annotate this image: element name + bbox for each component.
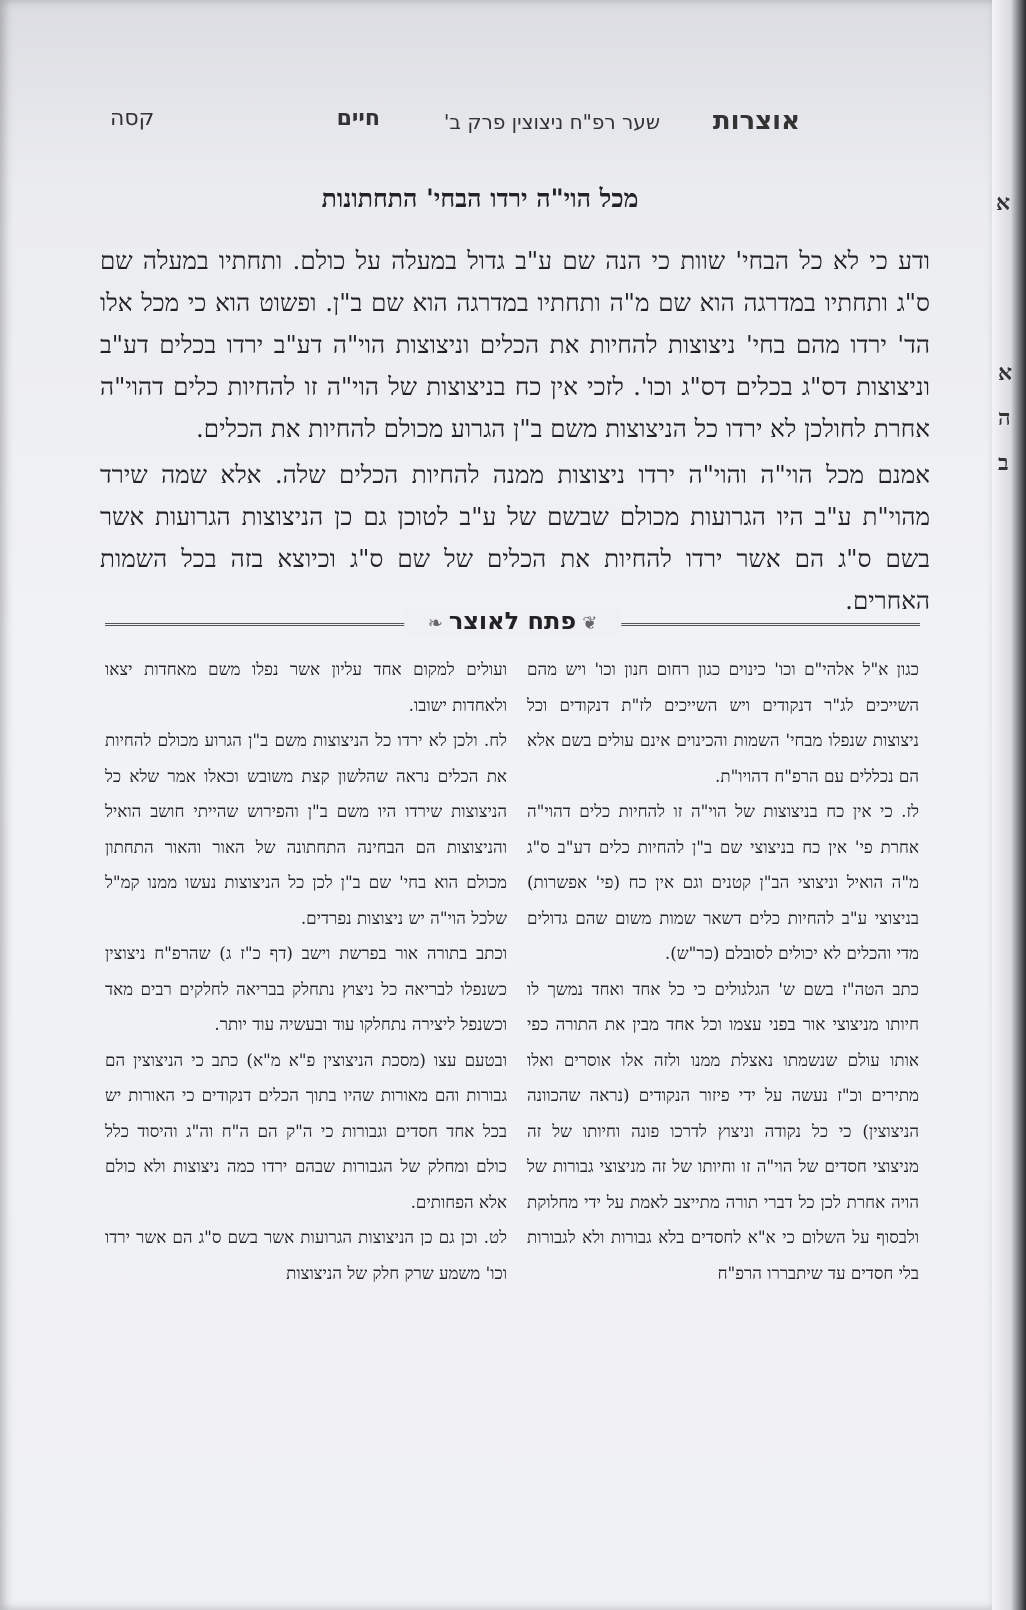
main-text-run: לזכי אין כח בניצוצות של הוי"ה זו להחיות כלים דהוי"ה אחרת — [100, 372, 930, 443]
commentary-divider — [105, 605, 920, 645]
commentary-paragraph: ובטעם עצו (מסכת הניצוצין פ"א מ"א) כתב כי הניצוצין הם גבורות והם מאורות שהיו בתוך הכלים דנקודים כי האורות יש בכל אחד חסדים וגבורות כי ה"ק הם ה"ח וה"ג והיסוד כלל כולם ומחלק של הגבורות שבהם ירדו כמה ניצוצות ולא כולם אלא הפחותים. — [105, 1049, 507, 1212]
main-text-run: אמנם מכל הוי"ה והוי"ה ירדו ניצוצות ממנה להחיות הכלים שלה. אלא שמה שירד מהוי"ת ע"ב היו הגרועות מכולם שבשם של ע"ב — [100, 460, 930, 531]
ornament-icon: ❦ — [582, 613, 598, 634]
commentary-paragraph: לט. וכן גם כן הניצוצות הגרועות אשר בשם ס"ג הם אשר ירדו וכו' משמע שרק חלק של הניצוצות — [105, 1227, 507, 1283]
commentary-title-box — [404, 607, 622, 635]
main-text-run: ודע כי לא כל הבחי' שוות כי הנה שם ע"ב גדול במעלה על כולם. ותחתיו במעלה שם ס"ג ותחתיו במדרגה הוא שם מ"ה ותחתיו במדרגה הוא שם ב"ן. ופשוט הוא כי מכל אלו הד' ירדו מהם בחי' ניצוצות להחיות את הכלים וניצוצות הוי"ה דע"ב ירדו בכלים דע"ב וניצוצות דס"ג בכלים דס"ג וכו'. — [100, 246, 930, 401]
main-text-run: לטוכן גם כן הניצוצות הגרועות אשר בשם ס"ג הם אשר ירדו להחיות את הכלים של שם ס"ג וכיוצא בזה בכל השמות האחרים. — [100, 502, 930, 615]
commentary-paragraph: כתב הטה"ז בשם ש' הגלגולים כי כל אחד ואחד נמשך לו חיותו מניצוצי אור בפני עצמו וכל אחד מבין את התורה כפי אותו עולם שנשמתו נאצלת ממנו ולזה אלו אוסרים ואלו מתירים וכ"ז נעשה על ידי פיזור הנקודים (נראה שהכוונה הניצוצין) כי כל נקודה וניצוץ לדרכו פונה וחיותו של זה מניצוצי חסדים של הוי"ה זו וחיותו של זה מניצוצי גבורות של הויה אחרת לכן כל דברי תורה מתייצב לאמת על ידי מחלוקת ולבסוף על השלום כי א"א לחסדים בלא גבורות ולא לגבורות בלי חסדים עד שיתבררו הרפ"ח — [527, 978, 919, 1283]
edge-glyph: א — [998, 360, 1013, 386]
main-paragraph — [100, 454, 930, 622]
commentary-paragraph: כגון א"ל אלהי"ם וכו' כינוים כגון רחום חנון וכו' ויש מהם השייכים לג"ר דנקודים ויש השייכים לז"ת דנקודים וכל ניצוצות שנפלו מבחי' השמות והכינוים אינם עולים בשם אלא הם נכללים עם הרפ"ח דהויו"ת. — [527, 659, 919, 786]
main-text-run: לחולכן לא ירדו כל הניצוצות משם ב"ן הגרוע מכולם להחיות את הכלים. — [196, 414, 867, 443]
commentary-column-right — [527, 652, 919, 1291]
commentary-column-left — [105, 652, 507, 1291]
edge-glyph: ב — [998, 450, 1009, 476]
ornament-icon: ❧ — [427, 613, 443, 634]
edge-glyph: א — [996, 190, 1011, 216]
header-page-number: קסה — [110, 106, 155, 131]
commentary-paragraph: וכתב בתורה אור בפרשת וישב (דף כ"ז ג) שהרפ"ח ניצוצין כשנפלו לבריאה כל ניצוץ נתחלק בבריאה לחלקים רבים מאד וכשנפל ליצירה נתחלקו עוד ובעשיה עוד יותר. — [105, 943, 507, 1034]
facing-page-edge — [992, 0, 1026, 1610]
edge-glyph: ה — [998, 405, 1011, 431]
main-paragraph — [100, 240, 930, 450]
commentary-title: פתח לאוצר — [448, 607, 577, 635]
header-book-title: אוצרות — [712, 106, 800, 136]
commentary-paragraph: לז. כי אין כח בניצוצות של הוי"ה זו להחיות כלים דהוי"ה אחרת פי' אין כח בניצוצי שם ב"ן להחיות כלים דע"ב ס"ג מ"ה הואיל וניצוצי הב"ן קטנים וגם אין כח (פי' אפשרות) בניצוצי ע"ב להחיות כלים דשאר שמות משום שהם גדולים מדי והכלים לא יכולים לסובלם (כר"ש). — [527, 801, 919, 963]
running-header — [110, 106, 800, 146]
commentary-paragraph: ועולים למקום אחד עליון אשר נפלו משם מאחדות יצאו ולאחדות ישובו. — [105, 659, 507, 715]
header-chapter: שער רפ"ח ניצוצין פרק ב' — [443, 110, 660, 134]
main-text — [100, 240, 930, 626]
commentary-paragraph: לח. ולכן לא ירדו כל הניצוצות משם ב"ן הגרוע מכולם להחיות את הכלים נראה שהלשון קצת משובש וכאלו אמר שלא כל הניצוצות שירדו היו משם ב"ן והפירוש שהייתי חושב הואיל והניצוצות הם הבחינה התחתונה של האור והאור התחתון מכולם הוא בחי' שם ב"ן לכן כל הניצוצות נעשו ממנו קמ"ל שלכל הוי"ה יש ניצוצות נפרדים. — [105, 730, 507, 928]
header-section: חיים — [336, 106, 380, 131]
section-title: מכל הוי"ה ירדו הבחי' התחתונות — [321, 184, 639, 213]
